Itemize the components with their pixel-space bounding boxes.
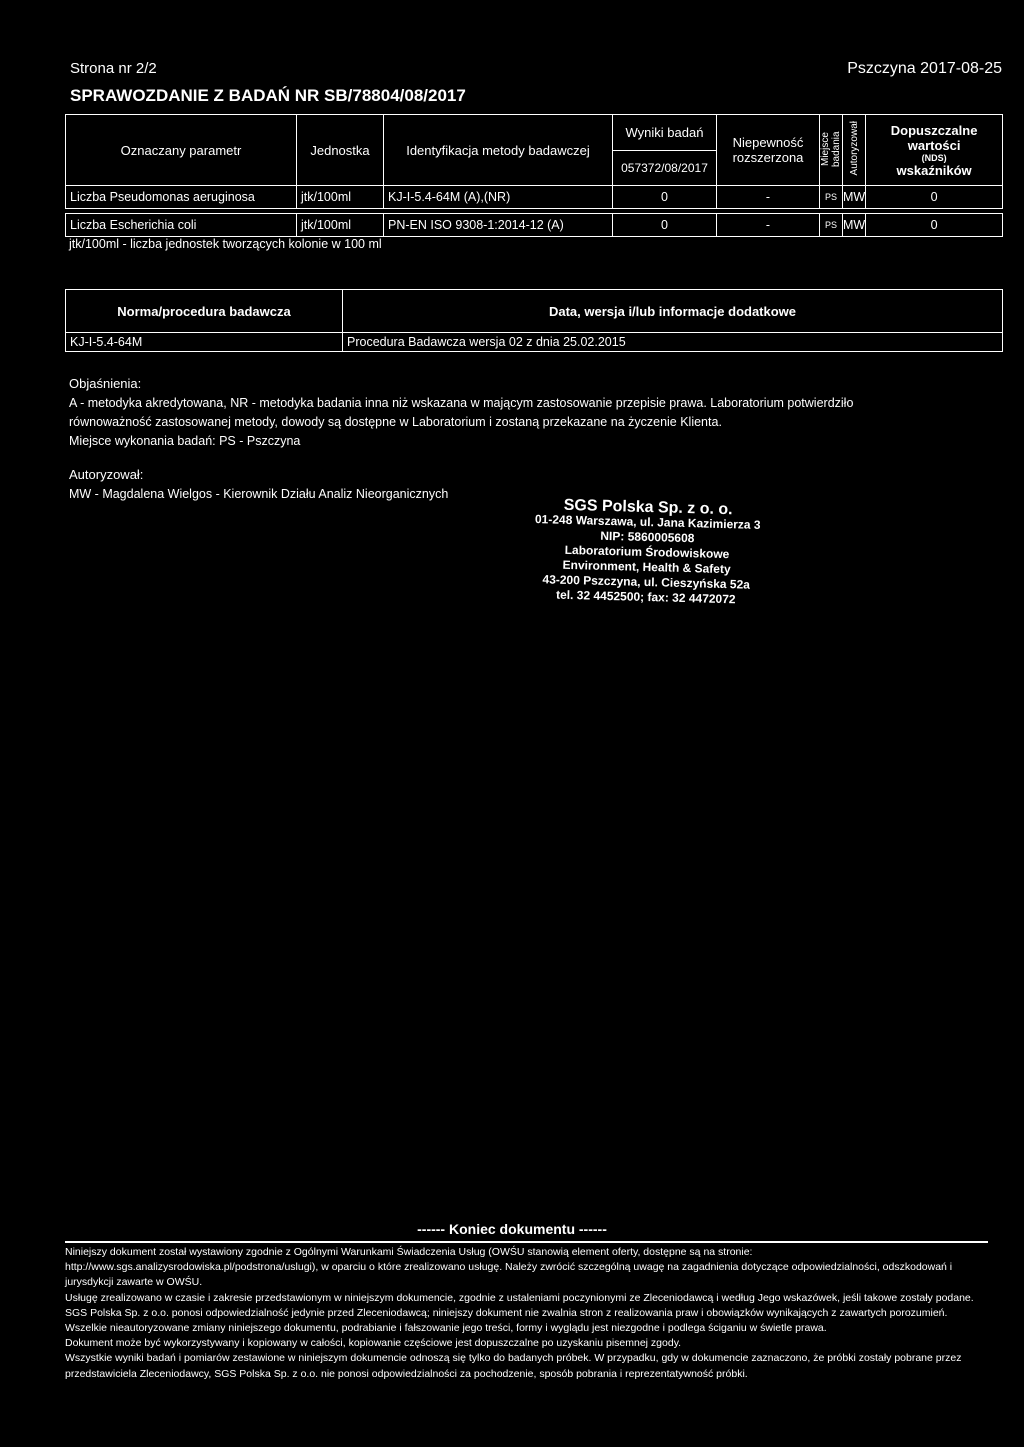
place-date: Pszczyna 2017-08-25 bbox=[847, 60, 1002, 77]
company-stamp: SGS Polska Sp. z o. o. 01-248 Warszawa, ul. Jana Kazimierza 3 NIP: 5860005608 Laboratorium Środowiskowe Environment, Health & Safety 43-200 Pszczyna, ul. Cieszyńska 52a tel. 32 4452500; fax: 32 4472072 bbox=[534, 496, 761, 607]
table-row: Liczba Escherichia coli jtk/100ml PN-EN ISO 9308-1:2014-12 (A) 0 - PS MW 0 bbox=[66, 214, 1003, 237]
explanations-heading: Objaśnienia: bbox=[69, 376, 142, 391]
col-method: Identyfikacja metody badawczej bbox=[384, 115, 613, 186]
col-unit: Jednostka bbox=[297, 115, 384, 186]
unit-note: jtk/100ml - liczba jednostek tworzących kolonie w 100 ml bbox=[69, 237, 382, 251]
col-results: Wyniki badań bbox=[613, 115, 717, 151]
col-norm: Norma/procedura badawcza bbox=[66, 290, 343, 333]
table-row: KJ-I-5.4-64M Procedura Badawcza wersja 02 z dnia 25.02.2015 bbox=[66, 333, 1003, 352]
col-nds: Dopuszczalne wartości (NDS) wskaźników bbox=[866, 115, 1003, 186]
report-title: SPRAWOZDANIE Z BADAŃ NR SB/78804/08/2017 bbox=[70, 86, 466, 105]
col-author: Autoryzował bbox=[843, 115, 866, 186]
authorization-text: MW - Magdalena Wielgos - Kierownik Działu Analiz Nieorganicznych bbox=[69, 487, 449, 501]
col-uncert: Niepewność rozszerzona bbox=[717, 115, 820, 186]
col-param: Oznaczany parametr bbox=[66, 115, 297, 186]
authorization-heading: Autoryzował: bbox=[69, 467, 144, 482]
page-number: Strona nr 2/2 bbox=[70, 60, 157, 77]
procedure-table bbox=[65, 289, 1003, 352]
table-row: Liczba Pseudomonas aeruginosa jtk/100ml KJ-I-5.4-64M (A),(NR) 0 - PS MW 0 bbox=[66, 186, 1003, 209]
footer-legal: Niniejszy dokument został wystawiony zgodnie z Ogólnymi Warunkami Świadczenia Usług (OWŚU stanowią element oferty, dostępne są na stronie: http://www.sgs.analizysrodowiska.pl/podstrona/uslugi), w oparciu o które zrealizowano usługę. Należy zwrócić szczególną uwagę na zagadnienia dotyczące odpowiedzialności, odszkodowań i jurysdykcji zawarte w OWŚU. Usługę zrealizowano w czasie i zakresie przedstawionym w niniejszym dokumencie, zgodnie z ustaleniami poczynionymi ze Zleceniodawcą i według Jego wskazówek, jeśli takowe zostały podane. SGS Polska Sp. z o.o. ponosi odpowiedzialność jedynie przed Zleceniodawcą; niniejszy dokument nie zwalnia stron z realizowania praw i obowiązków wynikających z zawartych porozumień. Wszelkie nieautoryzowane zmiany niniejszego dokumentu, podrabianie i fałszowanie jego treści, formy i wyglądu jest niezgodne i podlega ściganiu w świetle prawa. Dokument może być wykorzystywany i kopiowany w całości, kopiowanie częściowe jest dopuszczalne po uzyskaniu pisemnej zgody. Wszystkie wyniki badań i pomiarów zestawione w niniejszym dokumencie odnoszą się tylko do badanych próbek. W przypadku, gdy w dokumencie zaznaczono, że próbki zostały pobrane przez przedstawiciela Zleceniodawcy, SGS Polska Sp. z o.o. nie ponosi odpowiedzialności za pochodzenie, sposób pobrania i reprezentatywność próbki. bbox=[65, 1246, 974, 1380]
col-results-id: 057372/08/2017 bbox=[613, 150, 717, 186]
col-place: Miejsce badania bbox=[820, 115, 843, 186]
footer-divider bbox=[65, 1241, 988, 1243]
results-table bbox=[65, 114, 1003, 237]
col-info: Data, wersja i/lub informacje dodatkowe bbox=[343, 290, 1003, 333]
end-marker: ------ Koniec dokumentu ------ bbox=[417, 1221, 607, 1237]
explanations-text: A - metodyka akredytowana, NR - metodyka badania inna niż wskazana w mającym zastosowanie przepisie prawa. Laboratorium potwierdziło równoważność zastosowanej metody, dowody są dostępne w Laboratorium i zostaną przekazane na życzenie Klienta. Miejsce wykonania badań: PS - Pszczyna bbox=[69, 396, 854, 448]
